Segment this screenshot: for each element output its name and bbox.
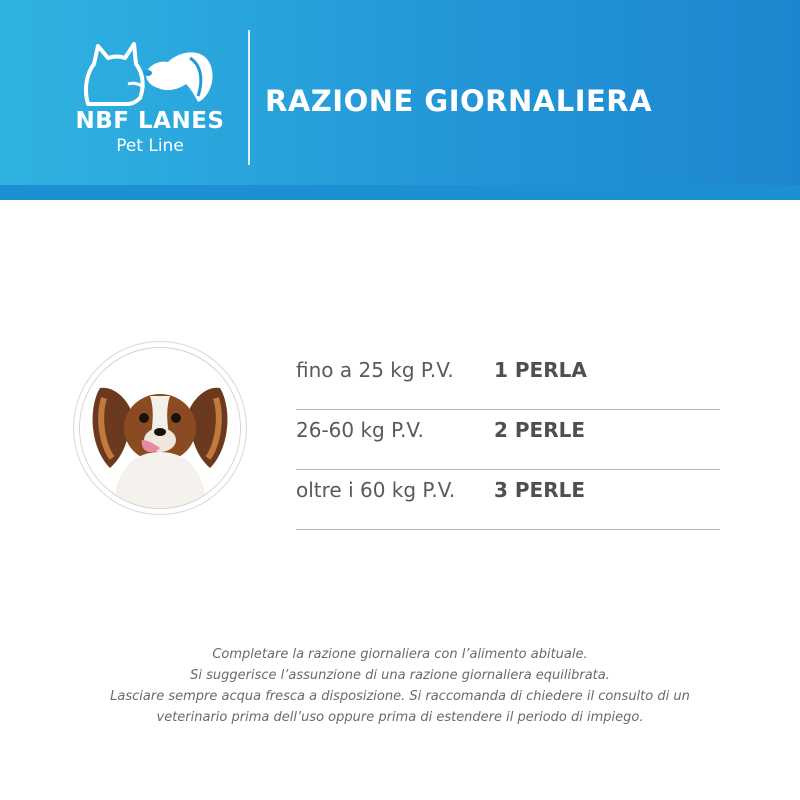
weight-range: oltre i 60 kg P.V. <box>296 478 456 502</box>
note-line: Lasciare sempre acqua fresca a disposizione. Si raccomanda di chiedere il consulto di un <box>110 689 690 704</box>
dose-amount: 2 PERLE <box>494 418 586 442</box>
header-banner <box>0 0 800 200</box>
dosage-row <box>296 470 720 530</box>
usage-notes <box>40 644 760 728</box>
weight-range: fino a 25 kg P.V. <box>296 358 454 382</box>
note-line: Completare la razione giornaliera con l’alimento abituale. <box>212 647 588 662</box>
dosage-row <box>296 410 720 470</box>
note-line: veterinario prima dell’uso oppure prima di estendere il periodo di impiego. <box>156 710 644 725</box>
brand-logo <box>70 38 230 168</box>
cat-and-dog-icon <box>78 38 218 106</box>
dog-photo <box>80 348 240 508</box>
dog-illustration <box>80 348 240 508</box>
note-line: Si suggerisce l’assunzione di una razione giornaliera equilibrata. <box>190 668 610 683</box>
brand-name: NBF LANES <box>75 108 225 134</box>
dose-amount: 1 PERLA <box>494 358 587 382</box>
header-divider <box>248 30 250 165</box>
brand-subtitle: Pet Line <box>116 136 184 156</box>
header-stripe <box>0 185 800 200</box>
page-title: RAZIONE GIORNALIERA <box>265 84 653 118</box>
weight-range: 26-60 kg P.V. <box>296 418 424 442</box>
dosage-table <box>296 350 720 530</box>
dose-amount: 3 PERLE <box>494 478 586 502</box>
dosage-row <box>296 350 720 410</box>
